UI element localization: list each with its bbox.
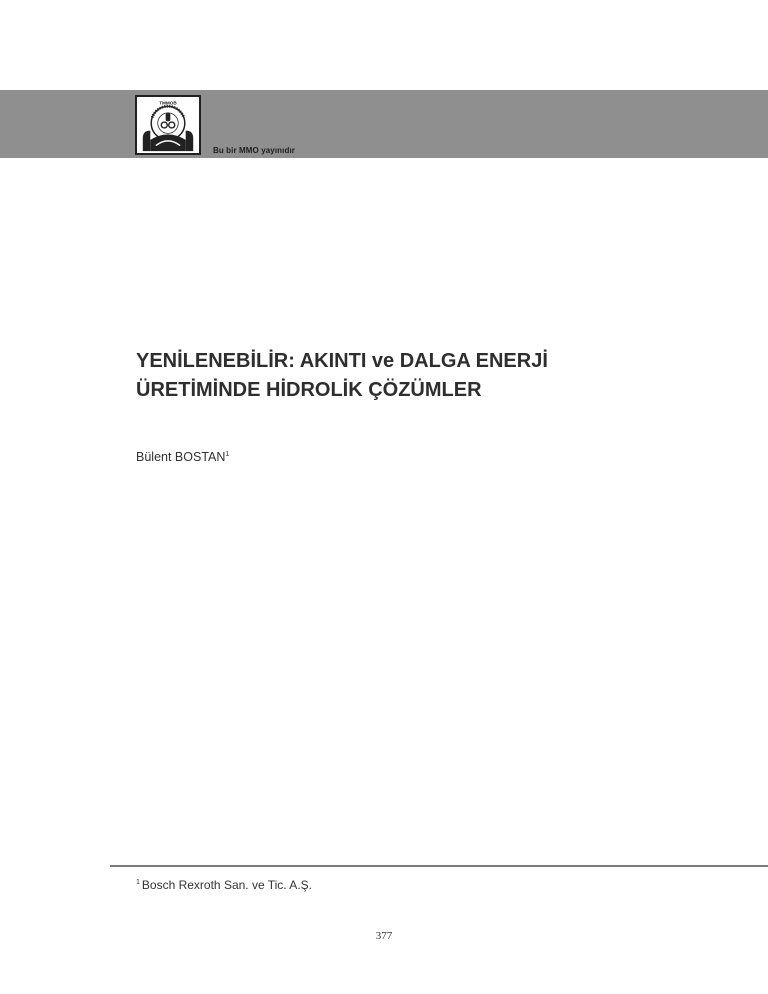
tmmob-mmo-seal-icon (135, 95, 201, 155)
author-footnote-mark: 1 (225, 450, 230, 458)
header-band (0, 90, 768, 158)
document-title-line-2: ÜRETİMİNDE HİDROLİK ÇÖZÜMLER (136, 379, 482, 401)
page-number: 377 (375, 930, 393, 942)
footnote-text: Bosch Rexroth San. ve Tic. A.Ş. (141, 878, 312, 892)
footnote (136, 878, 312, 892)
document-title-line-1: YENİLENEBİLİR: AKINTI ve DALGA ENERJİ (136, 350, 548, 372)
footnote-divider (110, 865, 768, 867)
publisher-note: Bu bir MMO yayınıdır (213, 146, 296, 155)
document-title (136, 347, 696, 405)
author (136, 450, 229, 464)
author-name: Bülent BOSTAN (136, 450, 226, 464)
footnote-mark: 1 (136, 879, 140, 886)
logo-top-text: TMMOB (159, 100, 177, 106)
